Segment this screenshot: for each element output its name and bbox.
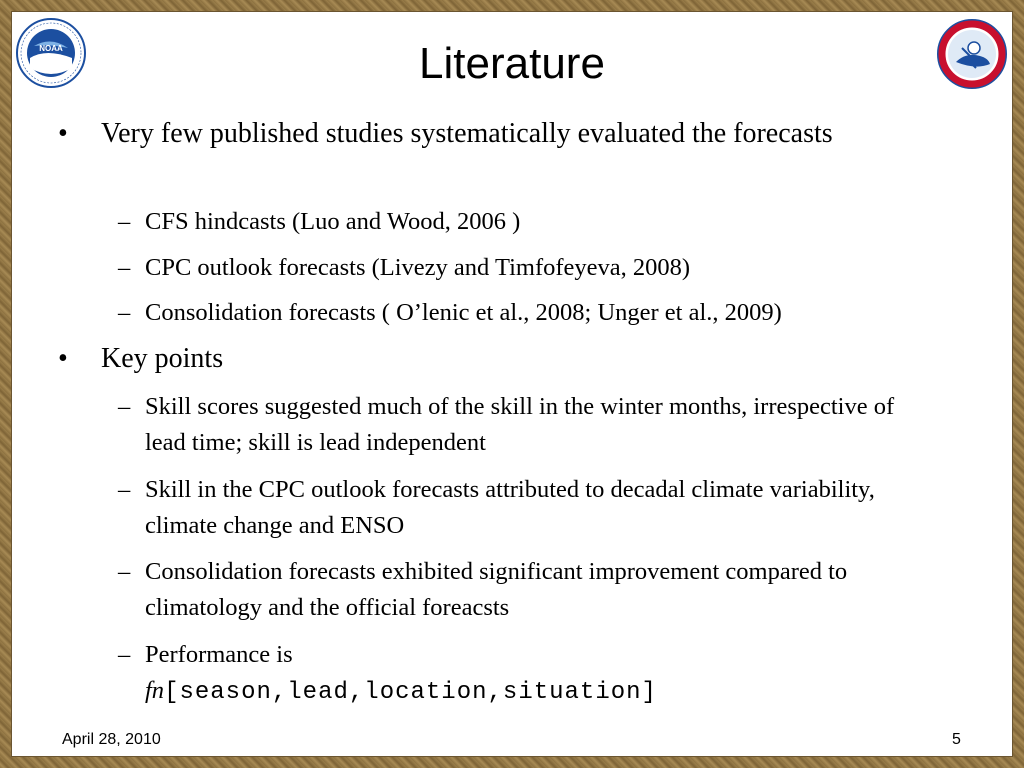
- formula-fn: fn: [145, 677, 165, 704]
- dash-mark: –: [118, 393, 131, 420]
- svg-text:NOAA: NOAA: [39, 44, 63, 53]
- bullet-mark: •: [58, 118, 68, 149]
- dash-mark: –: [118, 641, 131, 668]
- sub-bullet-text: CPC outlook forecasts (Livezy and Timfofeyeva, 2008): [145, 254, 691, 281]
- bullet-2-text: Key points: [101, 343, 224, 374]
- sub-bullet-text: Consolidation forecasts ( O’lenic et al., 2008; Unger et al., 2009): [145, 299, 782, 326]
- dash-mark: –: [118, 476, 131, 503]
- slide-title: Literature: [419, 39, 605, 88]
- formula-args: [season,lead,location,situation]: [164, 679, 657, 706]
- dash-mark: –: [118, 208, 131, 235]
- page-number: 5: [952, 731, 961, 748]
- dash-mark: –: [118, 558, 131, 585]
- sub-bullet-text: Performance is: [145, 641, 293, 668]
- sub-bullet-text: Skill scores suggested much of the skill in the winter months, irrespective of lead time; skill is lead independent: [145, 393, 895, 456]
- bullet-mark: •: [58, 343, 68, 374]
- sub-bullet-text: CFS hindcasts (Luo and Wood, 2006 ): [145, 208, 521, 235]
- dash-mark: –: [118, 254, 131, 281]
- formula: [145, 673, 945, 711]
- sub-bullet-text: Consolidation forecasts exhibited significant improvement compared to climatology and the official foreacsts: [145, 558, 848, 621]
- dash-mark: –: [118, 299, 131, 326]
- footer-date: April 28, 2010: [62, 731, 161, 748]
- sub-bullet-text: Skill in the CPC outlook forecasts attributed to decadal climate variability, climate change and ENSO: [145, 476, 875, 539]
- bullet-1-text: Very few published studies systematically evaluated the forecasts: [101, 118, 833, 149]
